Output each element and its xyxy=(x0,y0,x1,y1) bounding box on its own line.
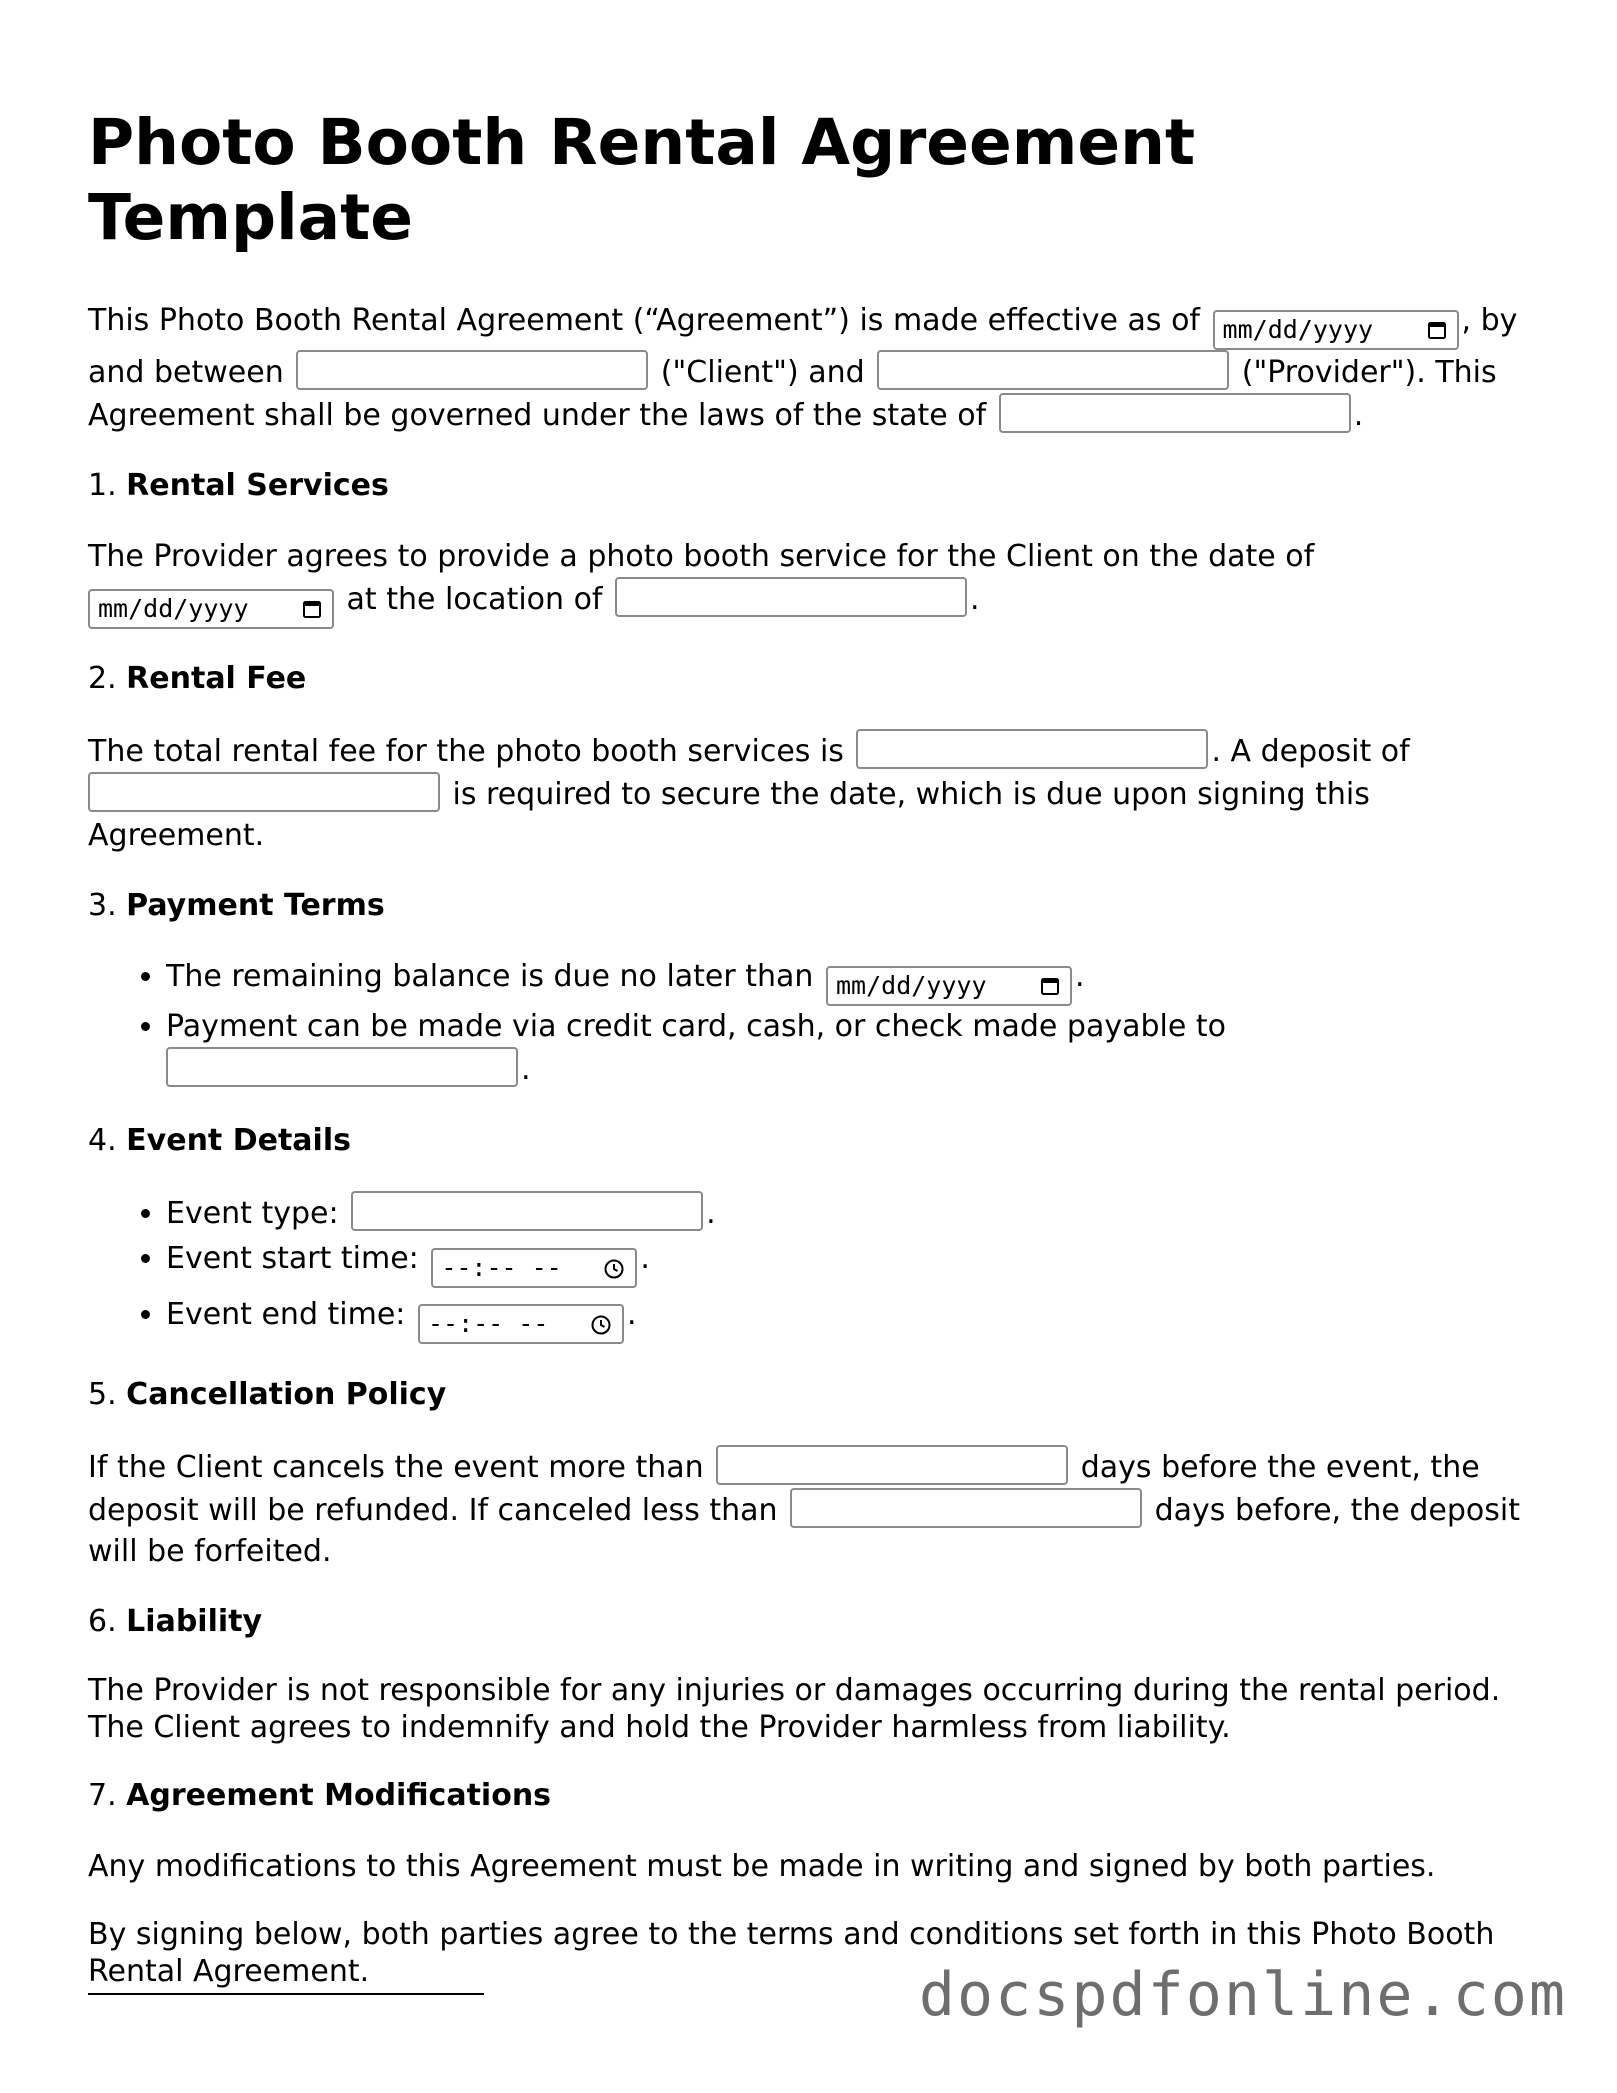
calendar-icon xyxy=(1427,320,1447,340)
intro-text-3: ("Client") and xyxy=(660,355,865,390)
section-4-heading xyxy=(88,1120,1528,1161)
rental-fee-text-3: is required to secure the date, which is due upon signing this Agreement. xyxy=(88,777,1370,853)
refund-days-input[interactable] xyxy=(716,1445,1068,1485)
cancellation-text-3: days before, the deposit will be forfeited. xyxy=(88,1493,1520,1569)
event-location-input[interactable] xyxy=(615,577,967,617)
section-number: 2. xyxy=(88,661,117,696)
event-type-input[interactable] xyxy=(351,1191,703,1231)
rental-fee-paragraph xyxy=(88,729,1528,856)
time-placeholder: --:-- -- xyxy=(441,1253,562,1282)
clock-icon xyxy=(590,1314,612,1336)
payable-to-input[interactable] xyxy=(166,1047,518,1087)
section-number: 5. xyxy=(88,1377,117,1412)
modifications-paragraph: Any modifications to this Agreement must be made in writing and signed by both parties. xyxy=(88,1849,1436,1884)
section-number: 7. xyxy=(88,1778,117,1813)
governing-state-input[interactable] xyxy=(999,393,1351,433)
payment-terms-list xyxy=(88,956,1528,1090)
list-item xyxy=(166,1006,1528,1090)
section-7-heading xyxy=(88,1775,1528,1816)
section-number: 4. xyxy=(88,1123,117,1158)
event-details-list xyxy=(88,1191,1528,1344)
date-placeholder: mm/dd/yyyy xyxy=(98,594,249,623)
watermark: docspdfonline.com xyxy=(918,1960,1567,2030)
rental-services-text-1: The Provider agrees to provide a photo booth service for the Client on the date of xyxy=(88,539,1315,574)
section-title: Cancellation Policy xyxy=(126,1377,447,1412)
section-title: Liability xyxy=(126,1604,263,1639)
payment-method-text: Payment can be made via credit card, cash, or check made payable to xyxy=(166,1009,1226,1044)
date-placeholder: mm/dd/yyyy xyxy=(835,971,987,1000)
cancellation-text-1: If the Client cancels the event more than xyxy=(88,1450,704,1485)
item-end: . xyxy=(1074,959,1085,994)
section-3-heading xyxy=(88,885,1528,926)
section-2-heading xyxy=(88,658,1528,699)
section-title: Payment Terms xyxy=(126,888,385,923)
section-number: 3. xyxy=(88,888,117,923)
section-number: 1. xyxy=(88,468,117,503)
time-placeholder: --:-- -- xyxy=(427,1309,549,1338)
section-1-heading xyxy=(88,465,1528,506)
forfeit-days-input[interactable] xyxy=(790,1488,1142,1528)
rental-fee-text-1: The total rental fee for the photo booth services is xyxy=(88,734,844,769)
intro-text-1: This Photo Booth Rental Agreement (“Agreement”) is made effective as of xyxy=(88,303,1200,338)
rental-services-paragraph xyxy=(88,536,1528,629)
service-date-input[interactable] xyxy=(88,589,334,629)
event-start-time-input[interactable] xyxy=(431,1248,637,1288)
rental-services-text-2: at the location of xyxy=(346,582,603,617)
section-title: Rental Fee xyxy=(126,661,307,696)
closing-paragraph: By signing below, both parties agree to the terms and conditions set forth in this Photo Booth Rental Agreement. xyxy=(88,1917,1495,1989)
item-end: . xyxy=(640,1241,650,1276)
balance-due-text: The remaining balance is due no later than xyxy=(166,959,814,994)
intro-text-4: ("Provider"). This Agreement shall be governed under the laws of the state of xyxy=(88,355,1497,433)
section-number: 6. xyxy=(88,1604,117,1639)
deposit-amount-input[interactable] xyxy=(88,772,440,812)
intro-end: . xyxy=(1353,398,1364,433)
event-end-time-input[interactable] xyxy=(418,1304,624,1344)
effective-date-input[interactable] xyxy=(1213,310,1459,350)
liability-paragraph: The Provider is not responsible for any injuries or damages occurring during the rental period. The Client agrees to indemnify and hold the Provider harmless from liability. xyxy=(88,1673,1501,1745)
section-6-heading xyxy=(88,1601,1528,1642)
document-page xyxy=(88,105,1528,2019)
list-item xyxy=(166,1238,1528,1288)
document-title: Photo Booth Rental Agreement Template xyxy=(88,106,1196,254)
section-title: Rental Services xyxy=(126,468,389,503)
intro-paragraph xyxy=(88,300,1528,436)
item-end: . xyxy=(626,1297,637,1332)
item-end: . xyxy=(521,1052,531,1087)
calendar-icon xyxy=(1040,976,1060,996)
provider-name-input[interactable] xyxy=(877,350,1229,390)
rental-fee-input[interactable] xyxy=(856,729,1208,769)
event-end-label: Event end time: xyxy=(166,1297,406,1332)
section-5-heading xyxy=(88,1374,1528,1415)
list-item xyxy=(166,956,1528,1006)
date-placeholder: mm/dd/yyyy xyxy=(1222,315,1374,344)
cancellation-text-2: days before the event, the deposit will be refunded. If canceled less than xyxy=(88,1450,1480,1528)
event-start-label: Event start time: xyxy=(166,1241,419,1276)
balance-due-date-input[interactable] xyxy=(826,966,1072,1006)
signature-line xyxy=(88,1993,484,1995)
rental-fee-text-2: . A deposit of xyxy=(1211,734,1410,769)
section-title: Event Details xyxy=(126,1123,351,1158)
cancellation-paragraph xyxy=(88,1445,1528,1572)
list-item xyxy=(166,1191,1528,1234)
calendar-icon xyxy=(302,599,322,619)
clock-icon xyxy=(603,1258,625,1280)
intro-text-2: , by and between xyxy=(88,303,1518,390)
list-item xyxy=(166,1294,1528,1344)
item-end: . xyxy=(706,1196,716,1231)
client-name-input[interactable] xyxy=(296,350,648,390)
rental-services-end: . xyxy=(970,582,980,617)
event-type-label: Event type: xyxy=(166,1196,339,1231)
section-title: Agreement Modifications xyxy=(126,1778,552,1813)
